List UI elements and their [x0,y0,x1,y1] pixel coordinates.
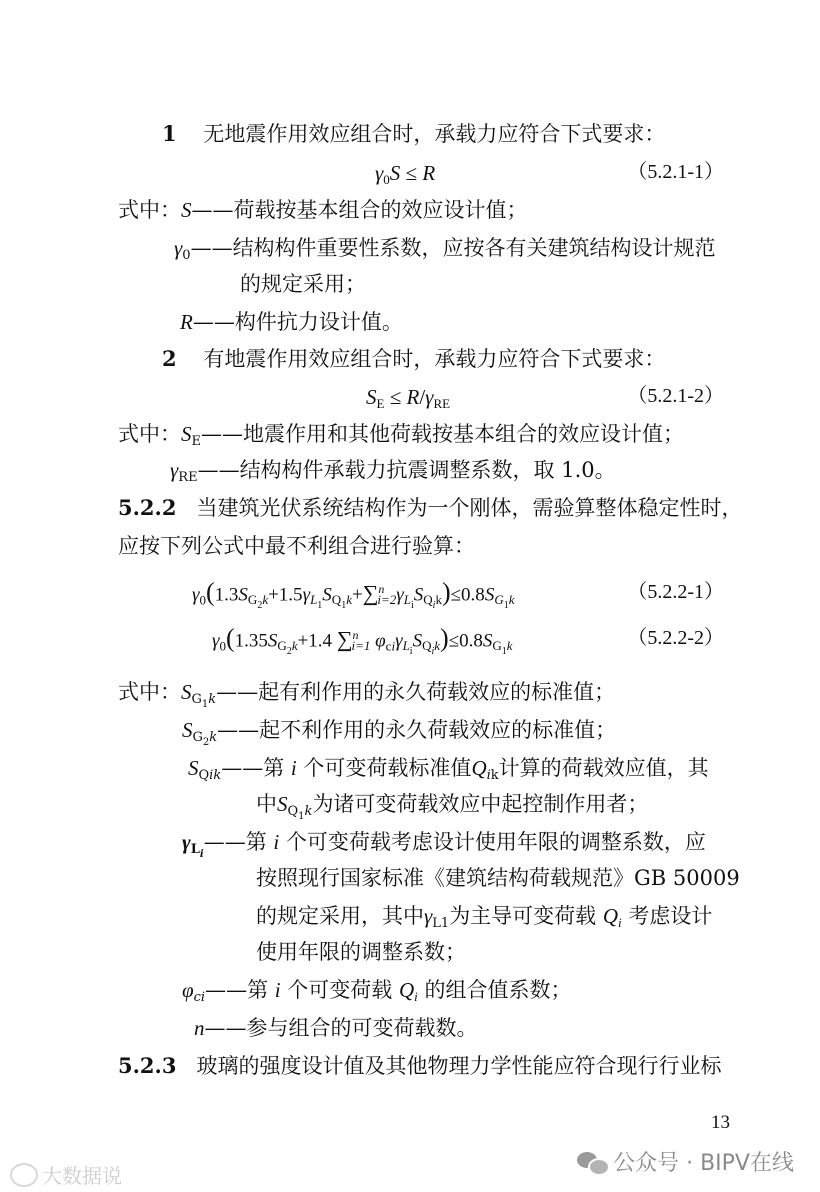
definition-SQik: $S_{Qik}——$第 i 个可变荷载标准值$Q_{ik}$计算的荷载效应值，其 [188,756,709,783]
equation-number: （5.2.2-1） [627,581,724,603]
clause-text: 无地震作用效应组合时，承载力应符合下式要求： [203,122,666,146]
clause-1 [162,120,665,148]
equation-number: （5.2.1-2） [627,385,724,407]
definition-gammaRE: $\gamma_{RE}——$结构构件承载力抗震调整系数，取 1.0。 [170,458,616,485]
equation-number: （5.2.2-2） [627,627,724,649]
definition-S: 式中：S——荷载按基本组合的效应设计值； [118,198,528,222]
watermark-weibo: 大数据说 [10,1160,122,1189]
clause-5-2-2: 5.2.2 当建筑光伏系统结构作为一个刚体，需验算整体稳定性时， [118,495,743,520]
definition-gamma0-cont: 的规定采用； [240,272,366,296]
page-number: 13 [711,1112,730,1133]
formula-5-2-1-2: $S_E \le R/\gamma_{RE}$ [366,385,451,411]
clause-2: 2 有地震作用效应组合时，承载力应符合下式要求： [162,346,666,371]
definition-SQik-cont: 中$S_{Q_1k}$为诸可变荷载效应中起控制作用者； [256,792,649,822]
wechat-icon [577,1150,607,1174]
formula-5-2-2-1: $\gamma_0(1.3S_{G_2k}+1.5\gamma_{L_1}S_{Q_1k}+\sum^n_{i=2}\gamma_{L_i}S_{Q_ik})\le 0.8S_{G_1k}$ [192,577,515,612]
definition-SE: 式中：$S_E——$地震作用和其他荷载按基本组合的效应设计值； [118,422,684,449]
formula-5-2-2-2: $\gamma_0(1.35S_{G_2k}+1.4$ ∑$^n_{i=1}$ $\varphi_{ci}\gamma_{L_i}S_{Q_ik})\le 0.8S_{G_1k}$ [212,623,513,658]
definition-gammaLi-cont2: 的规定采用，其中$\gamma_{L1}$为主导可变荷载 $Q_i$ 考虑设计 [256,904,713,931]
definition-SG1k: 式中：$S_{G_1k}——$起有利作用的永久荷载效应的标准值； [118,680,616,710]
definition-gamma0: $\gamma_0——$结构构件重要性系数，应按各有关建筑结构设计规范 [174,236,716,263]
clause-5-2-2-cont: 应按下列公式中最不利组合进行验算： [118,534,475,558]
definition-gammaLi-cont3: 使用年限的调整系数； [256,940,466,964]
definition-phi-ci: $\varphi_{ci}——$第 i 个可变荷载 $Q_i$ 的组合值系数； [182,978,572,1005]
definition-SG2k: $S_{G_2k}——$起不利作用的永久荷载效应的标准值； [182,718,617,748]
clause-number: 1 [162,121,177,146]
clause-5-2-3: 5.2.3 玻璃的强度设计值及其他物理力学性能应符合现行行业标 [118,1053,722,1078]
equation-number: （5.2.1-1） [627,161,724,183]
definition-R: R——构件抗力设计值。 [180,310,403,334]
watermark-wechat: 公众号 · BIPV在线 [577,1146,794,1177]
definition-gammaLi-cont1: 按照现行国家标准《建筑结构荷载规范》GB 50009 [256,866,740,890]
definition-n: n——参与组合的可变荷载数。 [194,1016,478,1040]
formula-5-2-1-1: $\gamma_0S \le R$ [375,161,436,187]
definition-gammaLi: $\gamma_{L_i}——$第 i 个可变荷载考虑设计使用年限的调整系数，应 [182,830,706,860]
weibo-icon [10,1163,38,1187]
